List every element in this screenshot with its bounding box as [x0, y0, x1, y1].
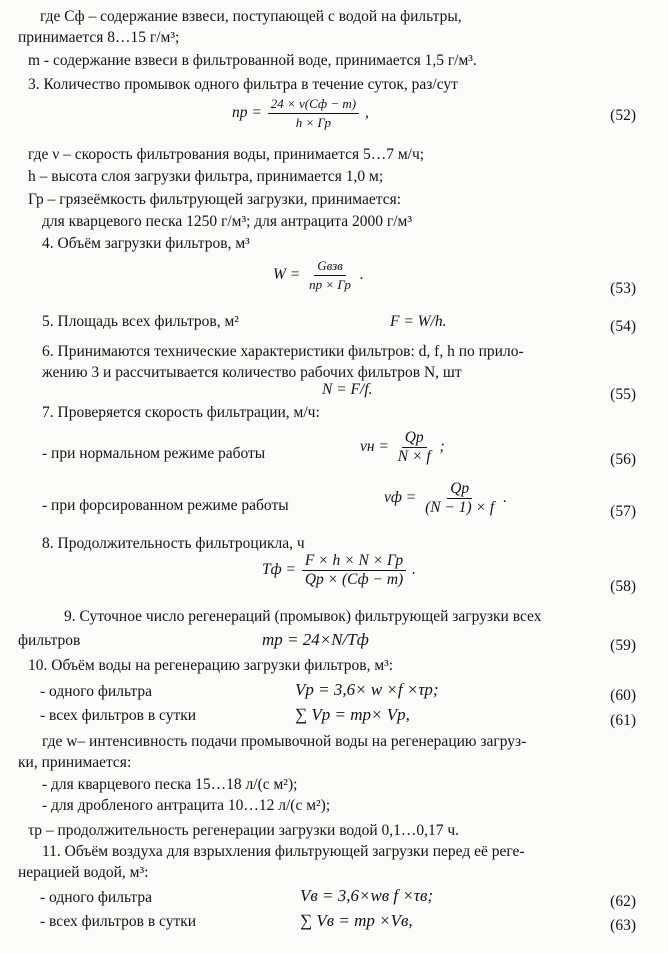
- text-line: - для кварцевого песка 15…18 л/(с м²);: [42, 776, 298, 793]
- text-line: 10. Объём воды на регенерацию загрузки фильтров, м³:: [28, 657, 394, 674]
- text-line: где Сф – содержание взвеси, поступающей с водой на фильтры,: [40, 8, 462, 25]
- text-line: 4. Объём загрузки фильтров, м³: [42, 235, 250, 252]
- equation-number: (56): [610, 451, 636, 468]
- text-line: - для дробленого антрацита 10…12 л/(с м²);: [42, 797, 331, 814]
- equation-number: (61): [610, 712, 636, 729]
- formula-57: νф = $\frac{Qр}{(N - 1) \times f}$ .: [384, 480, 507, 516]
- formula-56: νн = $\frac{Qр}{N \times f}$ ;: [360, 429, 445, 465]
- text-line: 5. Площадь всех фильтров, м²: [42, 313, 239, 330]
- equation-number: (53): [610, 280, 636, 297]
- formula-54: F = W/h.: [390, 313, 447, 330]
- equation-number: (54): [610, 318, 636, 335]
- text-line: m - содержание взвеси в фильтрованной воде, принимается 1,5 г/м³.: [28, 52, 477, 69]
- text-line: фильтров: [18, 632, 81, 649]
- text-line: - одного фильтра: [40, 683, 153, 700]
- formula-59: mр = 24×N/Тф: [262, 630, 369, 649]
- equation-number: (62): [610, 893, 636, 910]
- formula-55: N = F/f.: [322, 381, 373, 398]
- text-line: 8. Продолжительность фильтроцикла, ч: [42, 535, 305, 552]
- equation-number: (63): [610, 917, 636, 934]
- equation-number: (57): [610, 503, 636, 520]
- text-line: ки, принимается:: [18, 754, 132, 771]
- formula-61: ∑ Vр = mр× Vр,: [295, 705, 410, 724]
- text-line: - при форсированном режиме работы: [42, 497, 289, 514]
- text-line: где w– интенсивность подачи промывочной воды на регенерацию загруз-: [42, 733, 527, 750]
- formula-52: np = $\frac{24 \times \nu(Сф - m)}{h \times Гр}$ ,: [232, 96, 369, 130]
- text-line: - всех фильтров в сутки: [40, 707, 197, 724]
- text-line: Гр – грязеёмкость фильтрующей загрузки, принимается:: [28, 191, 402, 208]
- text-line: h – высота слоя загрузки фильтра, принимается 1,0 м;: [28, 168, 384, 185]
- equation-number: (59): [610, 637, 636, 654]
- text-line: где ν – скорость фильтрования воды, принимается 5…7 м/ч;: [28, 146, 425, 163]
- formula-60: Vр = 3,6× w ×f ×τр;: [295, 680, 439, 699]
- text-line: 3. Количество промывок одного фильтра в течение суток, раз/сут: [28, 76, 458, 93]
- text-line: - при нормальном режиме работы: [42, 445, 266, 462]
- formula-58: Тф = $\frac{F \times h \times N \times Гр}{Qр \times (Сф - m)}$ .: [262, 552, 416, 588]
- equation-number: (55): [610, 386, 636, 403]
- text-line: 6. Принимаются технические характеристики фильтров: d, f, h по прило-: [42, 343, 524, 360]
- text-line: - одного фильтра: [40, 889, 153, 906]
- text-line: принимается 8…15 г/м³;: [18, 29, 180, 46]
- formula-63: ∑ Vв = mр ×Vв,: [300, 911, 413, 930]
- text-line: 11. Объём воздуха для взрыхления фильтрующей загрузки перед её реге-: [42, 843, 525, 860]
- text-line: нерацией водой, м³:: [18, 864, 149, 881]
- text-line: τр – продолжительность регенерации загрузки водой 0,1…0,17 ч.: [28, 822, 460, 839]
- formula-62: Vв = 3,6×wв f ×τв;: [300, 886, 433, 905]
- text-line: - всех фильтров в сутки: [40, 913, 197, 930]
- equation-number: (58): [610, 578, 636, 595]
- text-line: для кварцевого песка 1250 г/м³; для антрацита 2000 г/м³: [42, 213, 412, 230]
- text-line: жению 3 и рассчитывается количество рабочих фильтров N, шт: [42, 364, 462, 381]
- formula-53: W = $\frac{\text{Gвзв}}{np \times Гр}$ .: [273, 258, 364, 292]
- equation-number: (52): [610, 107, 636, 124]
- equation-number: (60): [610, 687, 636, 704]
- text-line: 7. Проверяется скорость фильтрации, м/ч:: [42, 404, 320, 421]
- text-line: 9. Суточное число регенераций (промывок) фильтрующей загрузки всех: [64, 608, 542, 625]
